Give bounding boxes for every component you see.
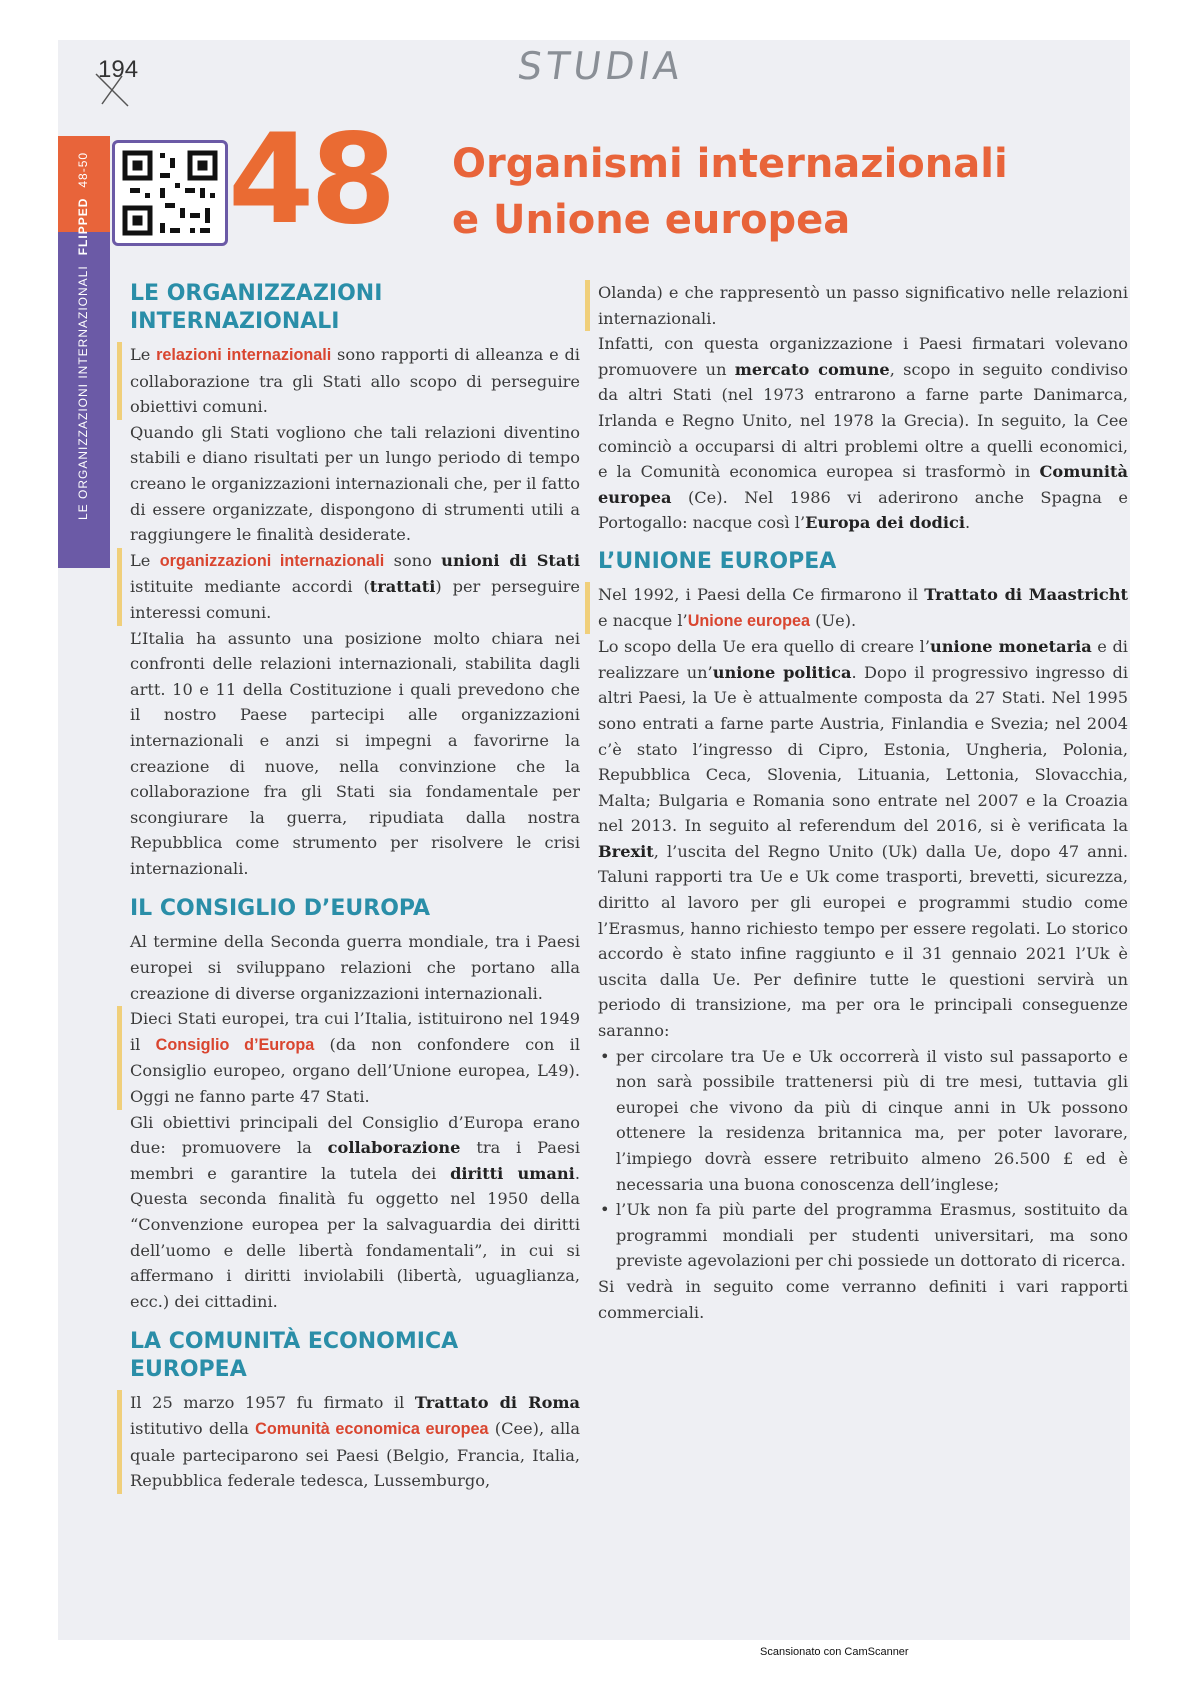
text: ) per perseguire interessi comuni. (130, 577, 581, 622)
qr-code-icon[interactable] (112, 140, 228, 246)
text: . Dopo il progressivo ingresso di altri Paesi, la Ue è attualmente composta da 27 Stati. Nel 1995 sono entrati a farne parte Austria, Finlandia e Svezia; nel 2004 c’è stato l’ingresso di Cipro, Estonia, Ungheria, Polonia, Repubblica Ceca, Slovenia, Lituania, Lettonia, Slovacchia, Malta; Bulgaria e Romania sono entrate nel 2007 e la Croazia nel 2013. In seguito al referendum del 2016, si è verificata la (598, 662, 1128, 836)
heading-line: EUROPEA (130, 1357, 247, 1383)
paragraph (598, 634, 1128, 1044)
text: sono (384, 550, 442, 570)
text: , l’uscita del Regno Unito (Uk) dalla Ue, dopo 47 anni. Taluni rapporti tra Ue e Uk come trasporti, brevetti, sicurezza, diritto al lavoro per gli europei e programmi studio come l’Erasmus, hanno richiesto tempo per essere regolati. Lo storico accordo è stato infine raggiunto e il 31 gennaio 2021 l’Uk è uscita dalla Ue. Per definire tutte le questioni servirà un periodo di transizione, ma per ora le principali conseguenze saranno: (598, 841, 1128, 1041)
scanner-credit: Scansionato con CamScanner (760, 1646, 909, 1658)
paragraph (117, 1006, 580, 1109)
paragraph: Si vedrà in seguito come verranno definiti i vari rapporti commerciali. (598, 1276, 1128, 1322)
bold-term: collaborazione (327, 1138, 461, 1158)
list-item: • l’Uk non fa più parte del programma Erasmus, sostituito da programmi mondiali per studenti universitari, ma sono previste agevolazioni per chi possiede un dottorato di ricerca. (616, 1197, 1128, 1274)
paragraph (117, 548, 580, 626)
text: istitutivo della (130, 1418, 256, 1438)
text: Le (130, 345, 157, 364)
text: (da non confondere con il Consiglio europeo, organo dell’Unione europea, L49). Oggi ne fanno parte 47 Stati. (130, 1034, 580, 1107)
text: Lo scopo della Ue era quello di creare l’ (598, 637, 931, 657)
text: e nacque l’ (598, 610, 688, 630)
text: (Cee), alla quale parteciparono sei Paesi (Belgio, Francia, Italia, Repubblica federale tedesca, Lussemburgo, (130, 1418, 580, 1491)
side-label-flipped: FLIPPED (76, 197, 90, 256)
text: . Questa seconda finalità fu oggetto nel 1950 della “Convenzione europea per la salvaguardia dei diritti dell’uomo e delle libertà fondamentali”, in cui si affermano i diritti inviolabili (libertà, uguaglianza, ecc.) dei cittadini. (130, 1163, 580, 1311)
text: , scopo in seguito condiviso da altri Stati (nel 1973 entrarono a farne parte Danimarca, Irlanda e Regno Unito, nel 1978 la Grecia). In seguito, la Cee cominciò a occuparsi di altri problemi oltre a quelli economici, e la Comunità economica europea si trasformò in (598, 359, 1128, 482)
bold-term: Brexit (598, 841, 654, 861)
text: sono rapporti di alleanza e di collaborazione tra gli Stati allo scopo di perseguire obiettivi comuni. (130, 345, 580, 417)
section-heading-cee (130, 1328, 580, 1384)
paragraph (585, 582, 1128, 634)
section-heading-consiglio: IL CONSIGLIO D’EUROPA (130, 896, 431, 922)
bullet-list (598, 1044, 1128, 1274)
side-label-range: 48-50 (76, 151, 90, 188)
chapter-title (452, 136, 1130, 248)
chapter-number: 48 (228, 108, 393, 252)
text: e di realizzare un’ (598, 637, 1128, 682)
bold-term: Trattato di Roma (414, 1393, 580, 1413)
book-page (58, 40, 1130, 1640)
text: Nel 1992, i Paesi della Ce firmarono il (598, 584, 925, 604)
text: tra i Paesi membri e garantire la tutela dei (130, 1138, 581, 1183)
term-highlight: relazioni internazionali (156, 346, 332, 364)
heading-line: LA COMUNITÀ ECONOMICA (130, 1329, 459, 1355)
text: Il 25 marzo 1957 fu firmato il (130, 1393, 415, 1413)
chapter-title-line2: e Unione europea (452, 197, 851, 243)
paragraph: Al termine della Seconda guerra mondiale, tra i Paesi europei si sviluppano relazioni che portano alla creazione di diverse organizzazioni internazionali. (130, 932, 580, 1003)
chapter-title-line1: Organismi internazionali (452, 141, 1008, 187)
bold-term: unione monetaria (930, 637, 1092, 657)
text: Le (130, 550, 160, 570)
text: . (964, 513, 971, 533)
paragraph (117, 1390, 580, 1493)
bold-term: mercato comune (734, 359, 890, 379)
paragraph (117, 342, 580, 420)
page-number: 194 (98, 56, 139, 83)
bold-term: unione politica (712, 662, 852, 682)
bold-term: unioni di Stati (441, 550, 580, 570)
text: istituite mediante accordi ( (130, 577, 370, 597)
bold-term: Trattato di Maastricht (924, 584, 1128, 604)
paragraph: L’Italia ha assunto una posizione molto chiara nei confronti delle relazioni internazionali, stabilita dagli artt. 10 e 11 della Costituzione i quali prevedono che il nostro Paese partecipi alle organizzazioni internazionali e anzi si impegni a favorirne la creazione di nuove, nella convinzione che la collaborazione fra gli Stati sia fondamentale per scongiurare la guerra, ripudiata dalla nostra Repubblica come strumento per risolvere le crisi internazionali. (130, 628, 580, 878)
text: (Ce). Nel 1986 vi aderirono anche Spagna e Portogallo: nacque così l’ (598, 487, 1128, 533)
section-heading-ue: L’UNIONE EUROPEA (598, 548, 837, 574)
paragraph (130, 1110, 580, 1315)
bold-term: Europa dei dodici (805, 513, 965, 533)
left-column (130, 280, 580, 1494)
right-column (598, 280, 1128, 1325)
text: Gli obiettivi principali del Consiglio d’Europa erano due: promuovere la (130, 1112, 580, 1158)
term-highlight: Comunità economica europea (255, 1419, 489, 1438)
paragraph: Quando gli Stati vogliono che tali relazioni diventino stabili e diano risultati per un lungo periodo di tempo creano le organizzazioni internazionali che, per il fatto di essere organizzate, dispongono di strumenti utili a raggiungere le finalità desiderate. (130, 422, 580, 545)
paragraph: Olanda) e che rappresentò un passo significativo nelle relazioni internazionali. (585, 280, 1128, 331)
term-highlight: Unione europea (687, 611, 811, 630)
side-label (66, 90, 100, 520)
term-highlight: Consiglio d’Europa (155, 1035, 315, 1054)
term-highlight: organizzazioni internazionali (159, 551, 385, 570)
side-label-section: LE ORGANIZZAZIONI INTERNAZIONALI (76, 265, 90, 520)
handwritten-note: STUDIA (514, 44, 687, 88)
qr-code-graphic (115, 143, 225, 243)
paragraph (598, 331, 1128, 536)
bold-term: trattati (369, 577, 436, 597)
section-heading-organizzazioni: LE ORGANIZZAZIONI INTERNAZIONALI (130, 281, 383, 334)
bold-term: diritti umani (450, 1163, 575, 1183)
bold-term: Comunità europea (598, 462, 1128, 507)
text: Dieci Stati europei, tra cui l’Italia, istituirono nel 1949 il (130, 1009, 580, 1054)
list-item: • per circolare tra Ue e Uk occorrerà il visto sul passaporto e non sarà possibile trattenersi più di tre mesi, tuttavia gli europei che vivono da più di cinque anni in Uk possono ottenere la residenza britannica ma, per poter lavorare, l’impiego dovrà essere retribuito almeno 26.500 £ ed è necessaria una buona conoscenza dell’inglese; (616, 1044, 1128, 1198)
text: (Ue). (810, 610, 857, 630)
text: Infatti, con questa organizzazione i Paesi firmatari volevano promuovere un (598, 334, 1128, 379)
